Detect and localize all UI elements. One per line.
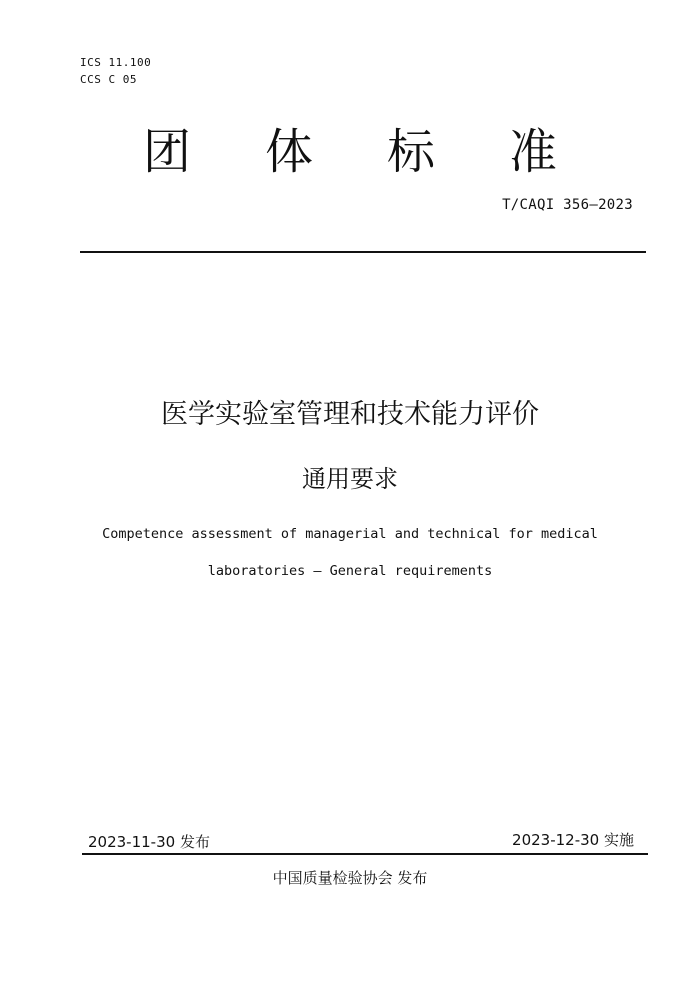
title-char-4: 准 <box>508 124 557 180</box>
document-title-main: 医学实验室管理和技术能力评价 <box>161 399 539 430</box>
title-char-3: 标 <box>386 124 435 180</box>
top-divider <box>80 251 646 253</box>
ccs-code: CCS C 05 <box>80 73 137 86</box>
document-type-title <box>0 122 700 182</box>
title-char-2: 体 <box>264 124 313 180</box>
publish-date: 2023-11-30 发布 <box>88 833 210 851</box>
ics-code: ICS 11.100 <box>80 56 152 69</box>
bottom-divider <box>82 853 648 855</box>
english-title-line-1: Competence assessment of managerial and technical for medical <box>102 526 598 542</box>
issuer: 中国质量检验协会 发布 <box>272 869 428 887</box>
classification-codes <box>80 54 151 88</box>
standard-number: T/CAQI 356—2023 <box>502 197 633 213</box>
document-title-sub: 通用要求 <box>302 465 398 493</box>
implement-date: 2023-12-30 实施 <box>512 831 634 849</box>
english-title-line-2: laboratories — General requirements <box>207 563 493 579</box>
title-char-1: 团 <box>142 124 191 180</box>
